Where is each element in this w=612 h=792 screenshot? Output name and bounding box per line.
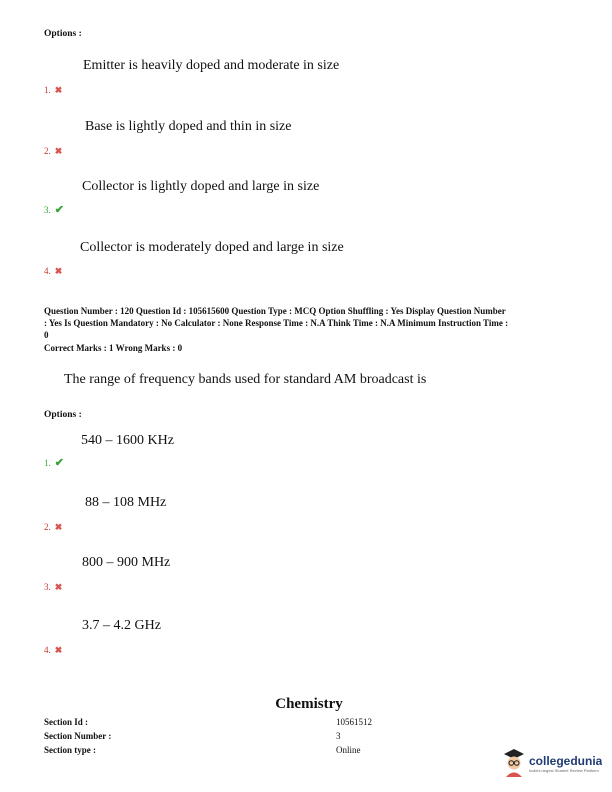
section-type-value: Online — [336, 745, 361, 755]
question-meta — [44, 305, 580, 354]
option-number: 3. ✖ — [44, 582, 63, 592]
meta-line: : Yes Is Question Mandatory : No Calculator : None Response Time : N.A Think Time : N.A Minimum Instruction Time : — [44, 318, 509, 328]
section-title: Chemistry — [275, 696, 343, 712]
check-icon: ✔ — [54, 204, 64, 216]
question-text: The range of frequency bands used for standard AM broadcast is — [64, 372, 427, 387]
option-number: 4. ✖ — [44, 645, 63, 655]
section-id-value: 10561512 — [336, 717, 372, 727]
option-text: Emitter is heavily doped and moderate in size — [83, 58, 340, 73]
cross-icon: ✖ — [54, 582, 63, 592]
option-text: Collector is lightly doped and large in size — [82, 179, 320, 194]
section-type-label: Section type : — [44, 745, 96, 755]
marks-line: Correct Marks : 1 Wrong Marks : 0 — [44, 343, 183, 353]
mascot-icon — [502, 748, 526, 778]
section-id-label: Section Id : — [44, 717, 89, 727]
cross-icon: ✖ — [54, 266, 63, 276]
options-label: Options : — [44, 29, 82, 39]
option-text: Base is lightly doped and thin in size — [85, 119, 292, 134]
option-number: 1. ✔ — [44, 457, 64, 469]
logo-name: collegedunia — [529, 753, 603, 768]
option-number: 3. ✔ — [44, 204, 64, 216]
meta-line: 0 — [44, 330, 49, 340]
cross-icon: ✖ — [54, 522, 63, 532]
option-text: 800 – 900 MHz — [82, 555, 171, 570]
meta-line: Question Number : 120 Question Id : 105615600 Question Type : MCQ Option Shuffling : Yes Display Question Number — [44, 306, 506, 316]
option-number: 2. ✖ — [44, 522, 63, 532]
option-number: 2. ✖ — [44, 146, 63, 156]
cross-icon: ✖ — [54, 146, 63, 156]
logo-tagline: India's largest Student Review Platform — [529, 767, 599, 773]
cross-icon: ✖ — [54, 85, 63, 95]
option-number: 1. ✖ — [44, 85, 63, 95]
section-number-label: Section Number : — [44, 731, 112, 741]
option-text: Collector is moderately doped and large in size — [80, 240, 344, 255]
collegedunia-logo — [502, 748, 608, 778]
section-number-value: 3 — [336, 731, 341, 741]
cross-icon: ✖ — [54, 645, 63, 655]
option-text: 88 – 108 MHz — [85, 495, 167, 510]
option-number: 4. ✖ — [44, 266, 63, 276]
option-text: 540 – 1600 KHz — [81, 433, 174, 448]
check-icon: ✔ — [54, 457, 64, 469]
option-text: 3.7 – 4.2 GHz — [82, 618, 161, 633]
options-label: Options : — [44, 410, 82, 420]
